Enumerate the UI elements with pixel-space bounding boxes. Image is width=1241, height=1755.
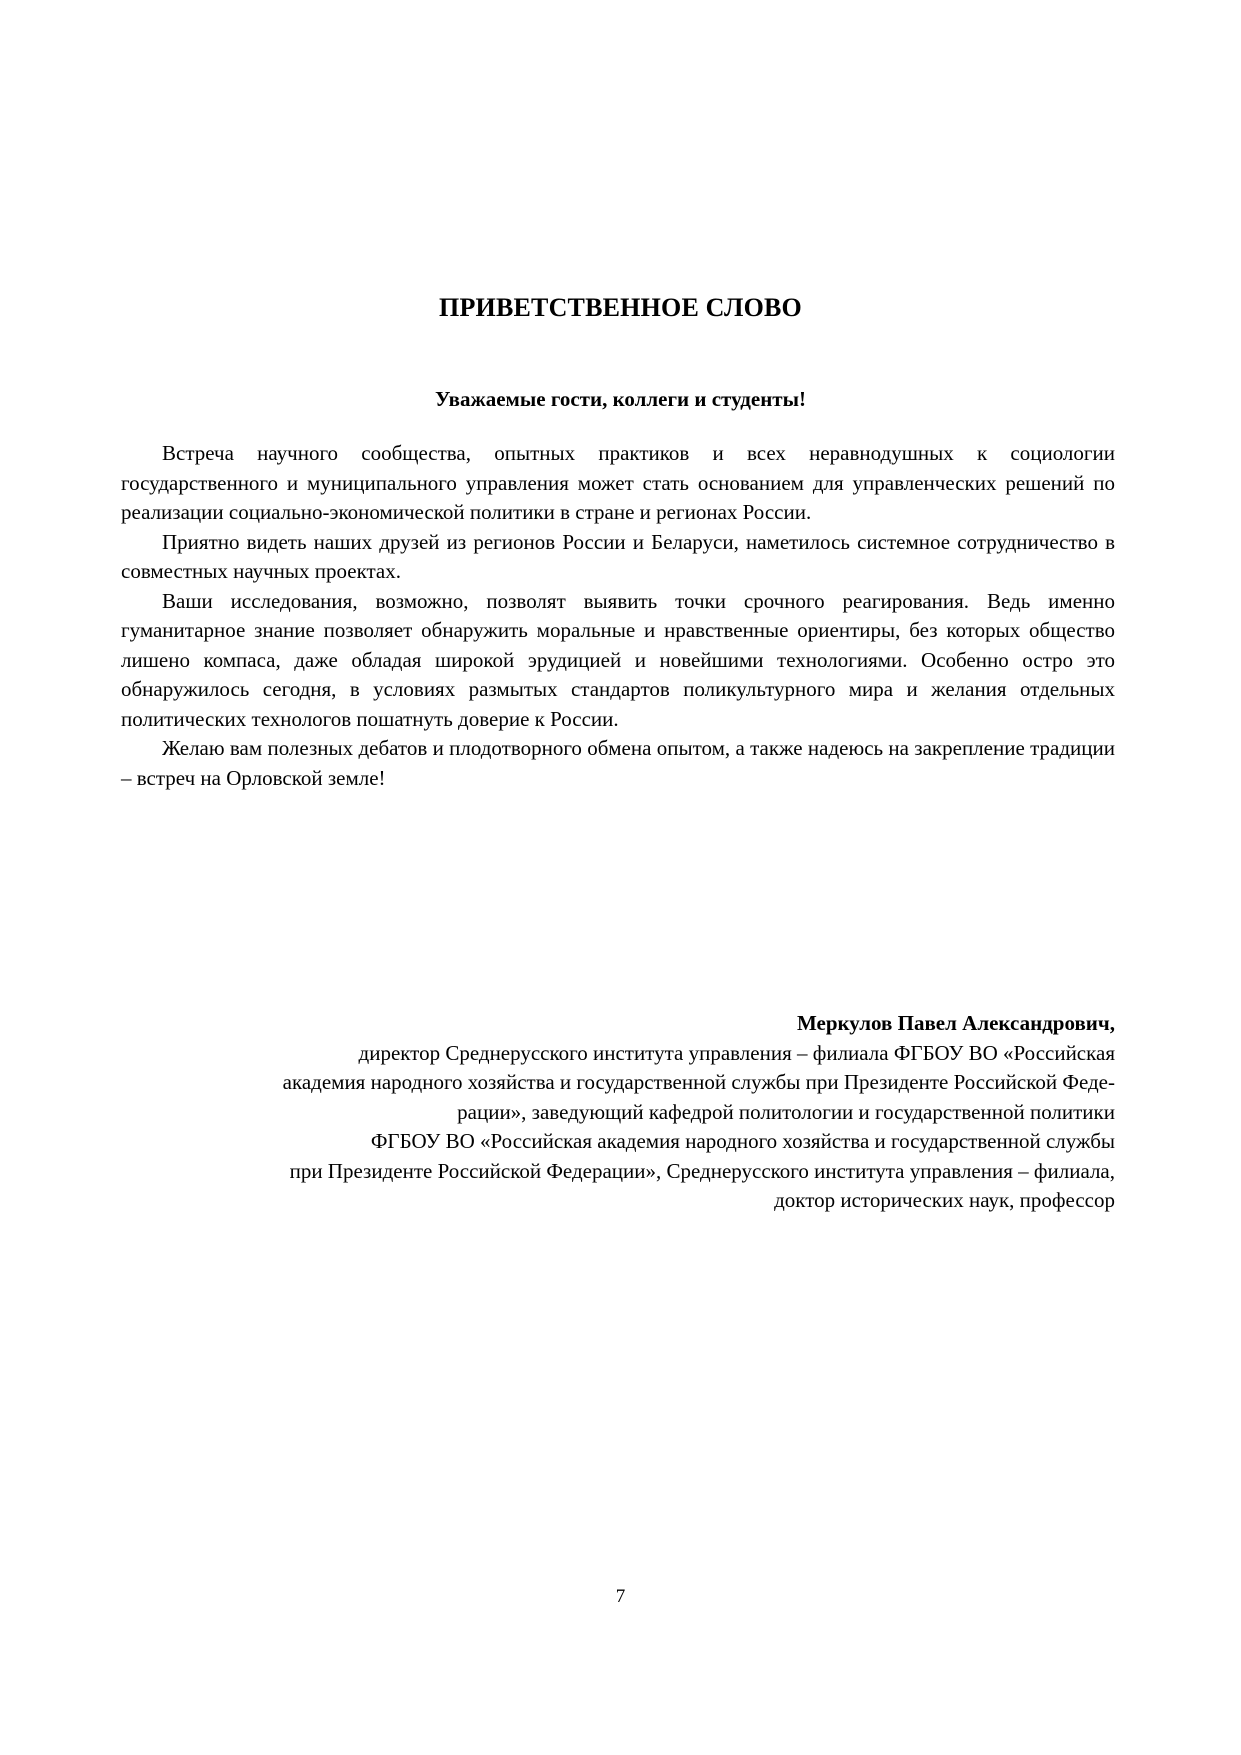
signatory-title-line: ФГБОУ ВО «Российская академия народного хозяйства и государственной службы	[370, 1129, 1115, 1153]
page-title: ПРИВЕТСТВЕННОЕ СЛОВО	[439, 293, 802, 322]
paragraph: Приятно видеть наших друзей из регионов России и Беларуси, наметилось системное сотрудничество в совместных научных проектах.	[121, 529, 1115, 583]
welcome-text	[121, 439, 1115, 793]
paragraph: Встреча научного сообщества, опытных практиков и всех неравнодушных к социологии государственного и муниципального управления может стать основанием для управленческих решений по реализации социально-экономической политики в стране и регионах России.	[121, 441, 1115, 524]
signatory-title-line: директор Среднерусского института управления – филиала ФГБОУ ВО «Российская	[358, 1040, 1115, 1065]
paragraph: Ваши исследования, возможно, позволят выявить точки срочного реагирования. Ведь именно гуманитарное знание позволяет обнаружить моральные и нравственные ориентиры, без которых общество лишено компаса, даже обладая широкой эрудицией и новейшими технологиями. Особенно остро это обнаружилось сегодня, в условиях размытых стандартов поликультурного мира и желания отдельных политических технологов пошатнуть доверие к России.	[121, 588, 1115, 731]
signatory-title-line: академия народного хозяйства и государственной службы при Президенте Российской Феде-	[282, 1070, 1115, 1094]
paragraph: Желаю вам полезных дебатов и плодотворного обмена опытом, а также надеюсь на закрепление традиции – встреч на Орловской земле!	[121, 736, 1115, 790]
signatory-title-line: рации», заведующий кафедрой политологии и государственной политики	[457, 1099, 1115, 1124]
signatory-name: Меркулов Павел Александрович,	[796, 1011, 1115, 1035]
signatory-title-line: при Президенте Российской Федерации», Среднерусского института управления – филиала,	[289, 1158, 1115, 1183]
signatory-title-line: доктор исторических наук, профессор	[774, 1188, 1115, 1212]
signature-block	[121, 1009, 1115, 1216]
greeting-heading: Уважаемые гости, коллеги и студенты!	[434, 387, 807, 411]
page-number: 7	[615, 1586, 626, 1607]
